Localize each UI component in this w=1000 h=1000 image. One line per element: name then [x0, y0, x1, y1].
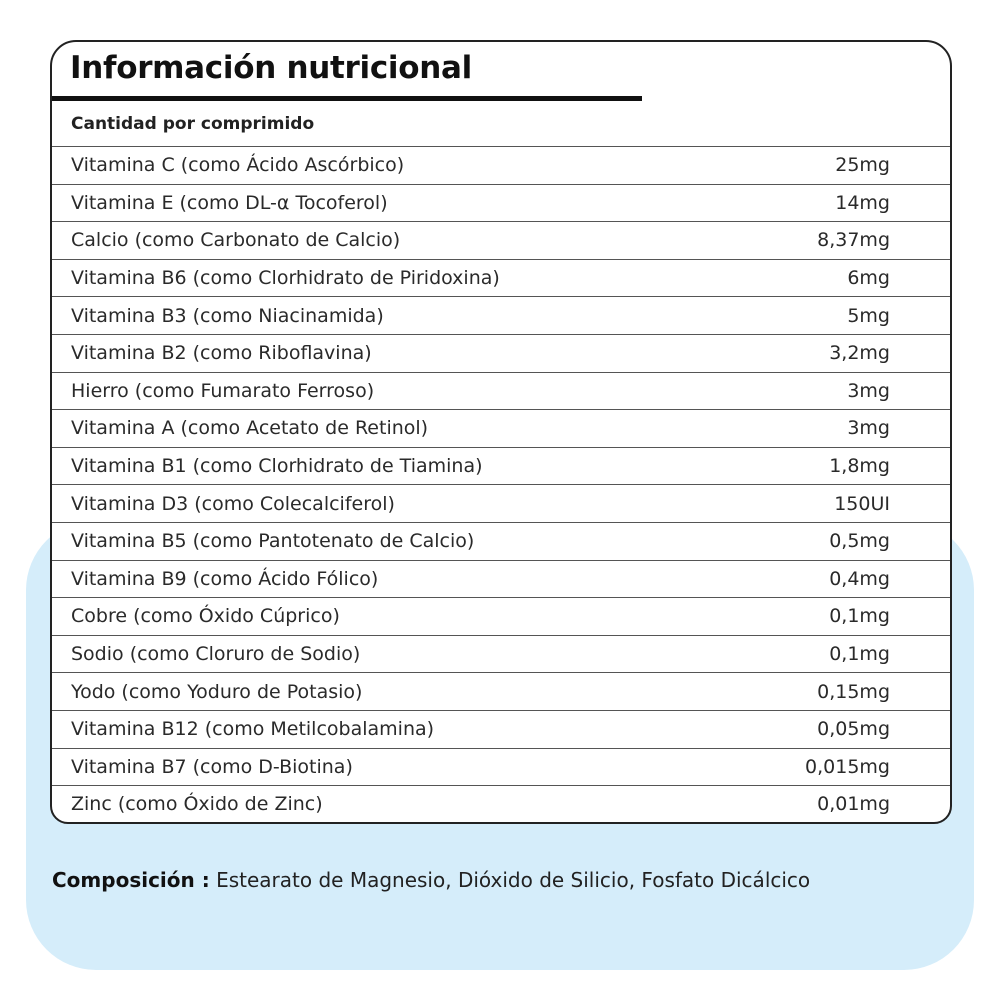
table-row [52, 409, 950, 447]
table-row [52, 372, 950, 410]
nutrient-amount: 0,1mg [829, 605, 890, 628]
nutrient-name: Vitamina B5 (como Pantotenato de Calcio) [71, 530, 475, 553]
nutrient-name: Hierro (como Fumarato Ferroso) [71, 379, 375, 402]
table-row [52, 635, 950, 673]
table-row [52, 334, 950, 372]
table-row [52, 221, 950, 259]
table-row [52, 748, 950, 786]
panel-title: Información nutricional [70, 50, 472, 86]
nutrient-amount: 0,1mg [829, 643, 890, 666]
table-row [52, 710, 950, 748]
nutrient-amount: 8,37mg [817, 229, 890, 252]
nutrient-amount: 1,8mg [829, 455, 890, 478]
nutrient-name: Vitamina B6 (como Clorhidrato de Piridoxina) [71, 267, 500, 290]
table-row [52, 672, 950, 710]
nutrient-amount: 3mg [847, 379, 890, 402]
nutrient-amount: 14mg [835, 191, 890, 214]
composition-line [52, 868, 810, 892]
table-row [52, 560, 950, 598]
nutrient-name: Yodo (como Yoduro de Potasio) [71, 680, 363, 703]
nutrient-amount: 5mg [847, 304, 890, 327]
composition-label: Composición : [52, 868, 210, 892]
title-divider [52, 96, 642, 101]
nutrient-name: Vitamina B3 (como Niacinamida) [71, 304, 384, 327]
nutrient-amount: 0,15mg [817, 680, 890, 703]
nutrient-name: Sodio (como Cloruro de Sodio) [71, 643, 361, 666]
table-row [52, 184, 950, 222]
nutrient-table [52, 146, 950, 823]
nutrient-amount: 0,4mg [829, 567, 890, 590]
nutrient-name: Zinc (como Óxido de Zinc) [71, 793, 323, 816]
nutrient-name: Vitamina B12 (como Metilcobalamina) [71, 718, 435, 741]
nutrient-amount: 0,015mg [805, 755, 890, 778]
nutrient-name: Vitamina B7 (como D-Biotina) [71, 755, 353, 778]
nutrition-facts-panel [50, 40, 952, 824]
nutrient-amount: 25mg [835, 154, 890, 177]
nutrient-amount: 150UI [834, 492, 890, 515]
nutrient-amount: 6mg [847, 267, 890, 290]
table-row [52, 259, 950, 297]
nutrient-amount: 0,05mg [817, 718, 890, 741]
table-row [52, 296, 950, 334]
nutrient-amount: 3mg [847, 417, 890, 440]
table-row [52, 484, 950, 522]
nutrient-amount: 3,2mg [829, 342, 890, 365]
nutrient-name: Vitamina B1 (como Clorhidrato de Tiamina) [71, 455, 483, 478]
table-row [52, 597, 950, 635]
table-row [52, 785, 950, 823]
nutrient-name: Cobre (como Óxido Cúprico) [71, 605, 340, 628]
nutrient-name: Vitamina C (como Ácido Ascórbico) [71, 154, 405, 177]
composition-text: Estearato de Magnesio, Dióxido de Silicio, Fosfato Dicálcico [209, 868, 811, 892]
table-row [52, 146, 950, 184]
nutrient-name: Vitamina B2 (como Riboflavina) [71, 342, 372, 365]
nutrient-name: Calcio (como Carbonato de Calcio) [71, 229, 401, 252]
nutrient-name: Vitamina E (como DL-α Tocoferol) [71, 191, 388, 214]
nutrient-name: Vitamina B9 (como Ácido Fólico) [71, 567, 379, 590]
nutrient-name: Vitamina A (como Acetato de Retinol) [71, 417, 429, 440]
table-row [52, 522, 950, 560]
nutrient-name: Vitamina D3 (como Colecalciferol) [71, 492, 395, 515]
nutrient-amount: 0,01mg [817, 793, 890, 816]
serving-subheader: Cantidad por comprimido [71, 114, 315, 134]
table-row [52, 447, 950, 485]
nutrient-amount: 0,5mg [829, 530, 890, 553]
